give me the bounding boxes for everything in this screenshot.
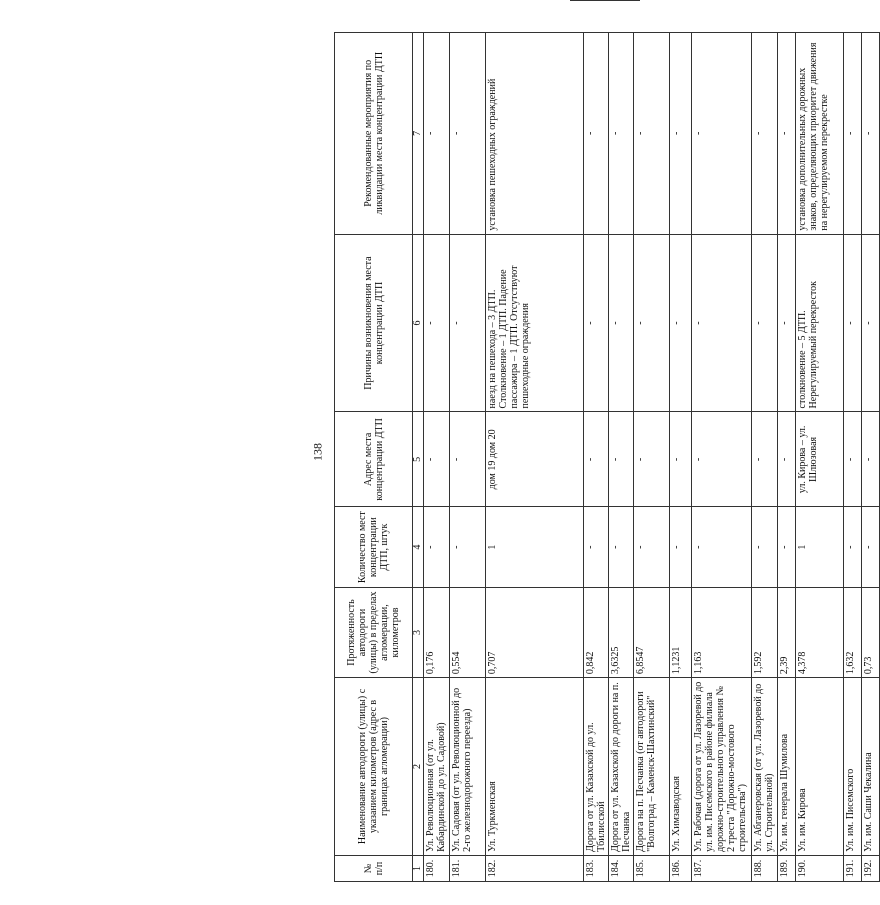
column-number-row — [413, 33, 424, 882]
road-length: 0,73 — [862, 587, 880, 677]
concentration-count: - — [778, 507, 796, 588]
concentration-cause: - — [634, 234, 670, 412]
concentration-count: 1 — [796, 507, 844, 588]
table-body — [424, 33, 880, 882]
table-row — [609, 33, 634, 882]
concentration-address: - — [670, 412, 692, 507]
road-length: 4,378 — [796, 587, 844, 677]
road-name: Дорога на п. Песчанка (от автодороги "Волгоград – Каменск-Шахтинский" — [634, 678, 670, 856]
concentration-address: - — [692, 412, 752, 507]
concentration-count: 1 — [486, 507, 584, 588]
table-row — [844, 33, 862, 882]
column-number: 2 — [413, 678, 424, 856]
concentration-count: - — [862, 507, 880, 588]
concentration-cause: столкновение – 5 ДТП. Нерегулируемый перекресток — [796, 234, 844, 412]
road-name: Дорога от ул. Казахской до ул. Тбилисской — [584, 678, 609, 856]
road-name: Ул. Туркменская — [486, 678, 584, 856]
road-length: 1,1231 — [670, 587, 692, 677]
road-name: Ул. Рабочая (дорога от ул. Лазоревой до ул. им. Писемского в районе филиала дорожно-строительного управления № 2 треста "Дорожно-мостового строительства") — [692, 678, 752, 856]
concentration-cause: - — [692, 234, 752, 412]
concentration-count: - — [844, 507, 862, 588]
road-length: 0,707 — [486, 587, 584, 677]
column-number: 1 — [413, 855, 424, 881]
concentration-address: - — [862, 412, 880, 507]
concentration-address: дом 19 дом 20 — [486, 412, 584, 507]
column-number: 7 — [413, 33, 424, 235]
table-row — [424, 33, 450, 882]
road-length: 1,632 — [844, 587, 862, 677]
column-number: 4 — [413, 507, 424, 588]
recommended-measure: - — [752, 33, 778, 235]
road-length: 1,592 — [752, 587, 778, 677]
header-measure: Рекомендованные мероприятия по ликвидации места концентрации ДТП — [335, 33, 413, 235]
road-name: Ул. Химзаводская — [670, 678, 692, 856]
concentration-address: - — [634, 412, 670, 507]
accident-concentration-table — [334, 32, 880, 882]
column-number: 6 — [413, 234, 424, 412]
recommended-measure: установка пешеходных ограждений — [486, 33, 584, 235]
concentration-cause: - — [862, 234, 880, 412]
concentration-count: - — [424, 507, 450, 588]
header-address: Адрес места концентрации ДТП — [335, 412, 413, 507]
concentration-count: - — [609, 507, 634, 588]
concentration-address: - — [450, 412, 486, 507]
table-row — [670, 33, 692, 882]
concentration-cause: - — [778, 234, 796, 412]
table-row — [778, 33, 796, 882]
recommended-measure: - — [778, 33, 796, 235]
concentration-count: - — [584, 507, 609, 588]
concentration-count: - — [752, 507, 778, 588]
concentration-cause: наезд на пешехода – 3 ДТП. Столкновение – 1 ДТП. Падение пассажира – 1 ДТП. Отсутствуют пешеходные ограждения — [486, 234, 584, 412]
concentration-address: ул. Кирова – ул. Шлюзовая — [796, 412, 844, 507]
concentration-address: - — [752, 412, 778, 507]
recommended-measure: - — [609, 33, 634, 235]
recommended-measure: - — [450, 33, 486, 235]
concentration-count: - — [692, 507, 752, 588]
table-row — [584, 33, 609, 882]
row-number: 183. — [584, 855, 609, 881]
concentration-cause: - — [584, 234, 609, 412]
concentration-address: - — [609, 412, 634, 507]
row-number: 181. — [450, 855, 486, 881]
road-length: 3,6325 — [609, 587, 634, 677]
road-name: Ул. им. Писемского — [844, 678, 862, 856]
concentration-count: - — [670, 507, 692, 588]
table-row — [486, 33, 584, 882]
concentration-address: - — [584, 412, 609, 507]
concentration-cause: - — [450, 234, 486, 412]
table-row — [862, 33, 880, 882]
concentration-cause: - — [424, 234, 450, 412]
header-cause: Причины возникновения места концентрации ДТП — [335, 234, 413, 412]
table-header — [335, 33, 424, 882]
recommended-measure: - — [584, 33, 609, 235]
column-number: 5 — [413, 412, 424, 507]
recommended-measure: - — [670, 33, 692, 235]
row-number: 192. — [862, 855, 880, 881]
column-number: 3 — [413, 587, 424, 677]
row-number: 188. — [752, 855, 778, 881]
road-length: 0,176 — [424, 587, 450, 677]
concentration-address: - — [424, 412, 450, 507]
concentration-address: - — [778, 412, 796, 507]
recommended-measure: - — [634, 33, 670, 235]
row-number: 186. — [670, 855, 692, 881]
recommended-measure: - — [692, 33, 752, 235]
page-number: 138 — [310, 443, 325, 461]
recommended-measure: - — [862, 33, 880, 235]
road-length: 6,8547 — [634, 587, 670, 677]
top-rule — [570, 0, 640, 1]
road-name: Дорога от ул. Казахской до дороги на п. Песчанка — [609, 678, 634, 856]
concentration-cause: - — [844, 234, 862, 412]
road-length: 0,842 — [584, 587, 609, 677]
road-name: Ул. Абганеровская (от ул. Лазоревой до ул. Строительной) — [752, 678, 778, 856]
road-name: Ул. им. Саши Чекалина — [862, 678, 880, 856]
header-length: Протяженность автодороги (улицы) в пределах агломерации, километров — [335, 587, 413, 677]
header-count: Количество мест концентрации ДТП, штук — [335, 507, 413, 588]
concentration-count: - — [450, 507, 486, 588]
row-number: 184. — [609, 855, 634, 881]
rotated-table-sheet — [334, 32, 874, 882]
header-road-name: Наименование автодороги (улицы) с указанием километров (адрес в границах агломерации) — [335, 678, 413, 856]
concentration-address: - — [844, 412, 862, 507]
road-name: Ул. им. Кирова — [796, 678, 844, 856]
table-row — [752, 33, 778, 882]
table-row — [450, 33, 486, 882]
row-number: 182. — [486, 855, 584, 881]
recommended-measure: установка дополнительных дорожных знаков, определяющих приоритет движения на нерегулируемом перекрестке — [796, 33, 844, 235]
concentration-cause: - — [670, 234, 692, 412]
table-row — [692, 33, 752, 882]
road-name: Ул. Революционная (от ул. Кабардинской до ул. Садовой) — [424, 678, 450, 856]
concentration-count: - — [634, 507, 670, 588]
recommended-measure: - — [424, 33, 450, 235]
row-number: 185. — [634, 855, 670, 881]
row-number: 187. — [692, 855, 752, 881]
concentration-cause: - — [752, 234, 778, 412]
concentration-cause: - — [609, 234, 634, 412]
road-length: 0,554 — [450, 587, 486, 677]
road-length: 1,163 — [692, 587, 752, 677]
header-number: № п/п — [335, 855, 413, 881]
row-number: 191. — [844, 855, 862, 881]
row-number: 190. — [796, 855, 844, 881]
row-number: 180. — [424, 855, 450, 881]
table-row — [634, 33, 670, 882]
row-number: 189. — [778, 855, 796, 881]
road-name: Ул. им. генерала Шумилова — [778, 678, 796, 856]
road-name: Ул. Садовая (от ул. Революционной до 2-го железнодорожного переезда) — [450, 678, 486, 856]
table-row — [796, 33, 844, 882]
road-length: 2,39 — [778, 587, 796, 677]
recommended-measure: - — [844, 33, 862, 235]
